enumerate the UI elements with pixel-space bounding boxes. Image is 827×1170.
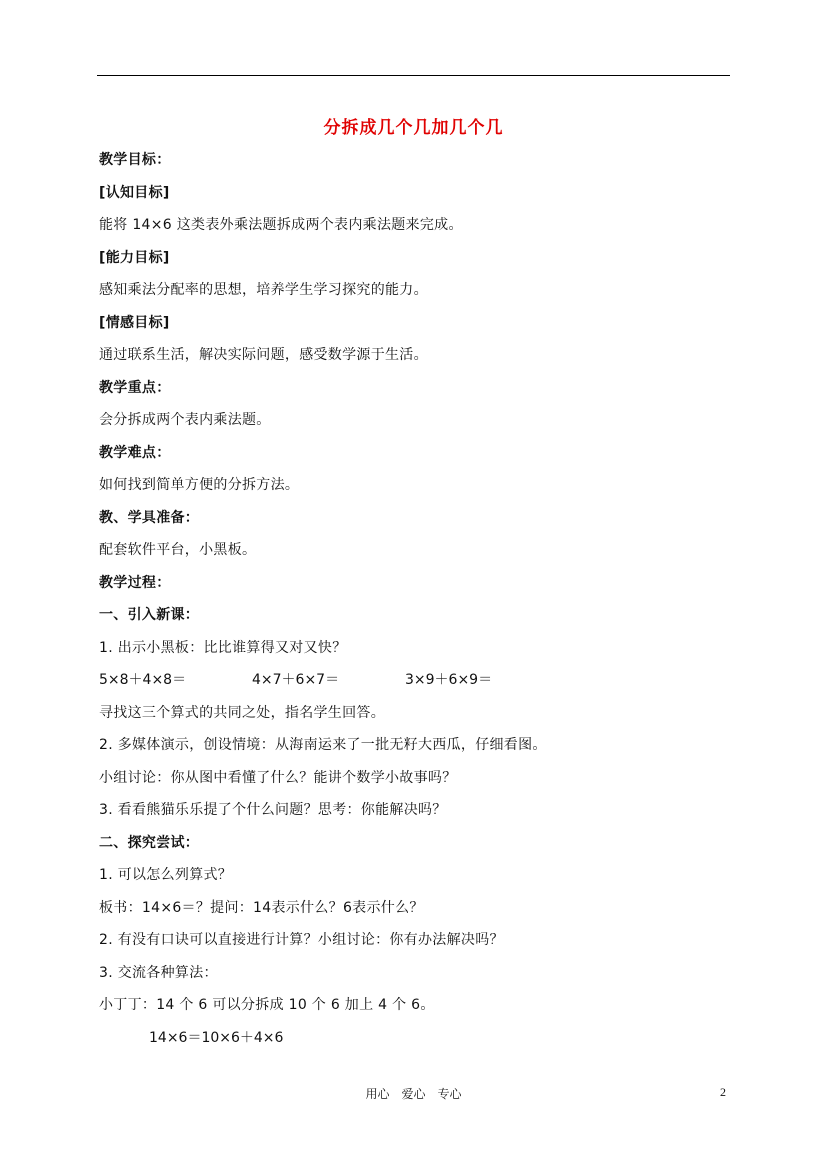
document-title: 分拆成几个几加几个几 xyxy=(323,118,504,138)
paragraph: 寻找这三个算式的共同之处，指名学生回答。 xyxy=(99,705,385,721)
paragraph: 通过联系生活，解决实际问题，感受数学源于生活。 xyxy=(99,347,428,363)
paragraph: 感知乘法分配率的思想，培养学生学习探究的能力。 xyxy=(99,282,428,298)
formula-2: 4×7＋6×7＝ xyxy=(252,672,340,688)
heading-section-1: 一、引入新课： xyxy=(99,607,200,623)
heading-section-2: 二、探究尝试： xyxy=(99,835,200,851)
paragraph: 1. 可以怎么列算式？ xyxy=(99,867,233,883)
paragraph: 2. 有没有口诀可以直接进行计算？小组讨论：你有办法解决吗？ xyxy=(99,932,504,948)
paragraph: 3. 看看熊猫乐乐提了个什么问题？思考：你能解决吗？ xyxy=(99,802,447,818)
paragraph: 3. 交流各种算法： xyxy=(99,965,218,981)
paragraph: 会分拆成两个表内乘法题。 xyxy=(99,412,271,428)
paragraph: 2. 多媒体演示，创设情境：从海南运来了一批无籽大西瓜，仔细看图。 xyxy=(99,737,547,753)
heading-key-points: 教学重点： xyxy=(99,380,171,396)
paragraph: 小丁丁：14 个 6 可以分拆成 10 个 6 加上 4 个 6。 xyxy=(99,997,435,1013)
header-rule xyxy=(97,75,730,76)
page-number: 2 xyxy=(720,1085,726,1099)
heading-difficulties: 教学难点： xyxy=(99,445,171,461)
paragraph: 配套软件平台，小黑板。 xyxy=(99,542,257,558)
paragraph: 能将 14×6 这类表外乘法题拆成两个表内乘法题来完成。 xyxy=(99,217,463,233)
heading-emotion-goal: [情感目标] xyxy=(99,315,170,331)
heading-process: 教学过程： xyxy=(99,575,171,591)
formula-1: 5×8＋4×8＝ xyxy=(99,672,187,688)
paragraph: 板书：14×6＝？提问：14表示什么？6表示什么？ xyxy=(99,900,424,916)
heading-objectives: 教学目标： xyxy=(99,152,171,168)
heading-ability-goal: [能力目标] xyxy=(99,250,170,266)
page-footer: 用心 爱心 专心 xyxy=(365,1087,462,1101)
final-formula: 14×6＝10×6＋4×6 xyxy=(149,1030,284,1046)
heading-cognitive-goal: [认知目标] xyxy=(99,185,170,201)
paragraph: 1. 出示小黑板：比比谁算得又对又快？ xyxy=(99,640,347,656)
paragraph: 如何找到简单方便的分拆方法。 xyxy=(99,477,300,493)
heading-materials: 教、学具准备： xyxy=(99,510,200,526)
formula-3: 3×9＋6×9＝ xyxy=(405,672,493,688)
paragraph: 小组讨论：你从图中看懂了什么？能讲个数学小故事吗？ xyxy=(99,770,457,786)
